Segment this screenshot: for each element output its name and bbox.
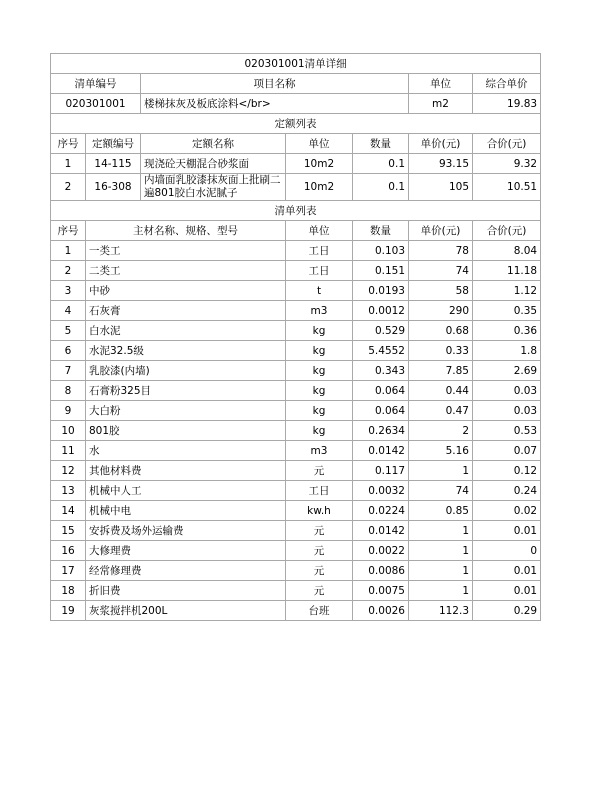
material-qty: 0.0086 [353,561,409,581]
material-total: 0.03 [473,401,541,421]
material-qty: 0.103 [353,241,409,261]
quota-total: 10.51 [473,174,541,201]
material-row [51,281,541,301]
material-price-header: 单价(元) [409,221,473,241]
material-unit: kg [286,401,353,421]
material-price: 74 [409,481,473,501]
material-unit: 台班 [286,601,353,621]
material-unit-header: 单位 [286,221,353,241]
material-qty: 0.117 [353,461,409,481]
material-unit: 工日 [286,261,353,281]
material-unit: 元 [286,521,353,541]
material-price: 58 [409,281,473,301]
material-name: 乳胶漆(内墙) [86,361,286,381]
material-row [51,581,541,601]
material-total: 0.07 [473,441,541,461]
material-price: 1 [409,461,473,481]
quota-section-title: 定额列表 [51,114,541,134]
list-name-header: 项目名称 [141,74,409,94]
material-price: 0.68 [409,321,473,341]
material-price: 290 [409,301,473,321]
list-unit: m2 [409,94,473,114]
material-row [51,501,541,521]
material-seq: 19 [51,601,86,621]
quota-price: 93.15 [409,154,473,174]
quota-name: 内墙面乳胶漆抹灰面上批刷二遍801胶白水泥腻子 [141,174,286,201]
material-row [51,601,541,621]
material-name: 水泥32.5级 [86,341,286,361]
quota-qty-header: 数量 [353,134,409,154]
material-unit: m3 [286,301,353,321]
material-qty: 0.0142 [353,441,409,461]
material-price: 112.3 [409,601,473,621]
material-row [51,521,541,541]
material-seq: 14 [51,501,86,521]
quota-price: 105 [409,174,473,201]
quota-unit: 10m2 [286,154,353,174]
material-total: 0.36 [473,321,541,341]
material-seq: 3 [51,281,86,301]
material-price: 7.85 [409,361,473,381]
material-total: 0.01 [473,561,541,581]
material-row [51,301,541,321]
material-seq: 5 [51,321,86,341]
material-name: 大白粉 [86,401,286,421]
material-seq: 12 [51,461,86,481]
material-header-row [51,221,541,241]
material-unit: m3 [286,441,353,461]
material-total: 0.53 [473,421,541,441]
material-seq: 7 [51,361,86,381]
list-header-row [51,74,541,94]
material-row [51,461,541,481]
material-name: 安拆费及场外运输费 [86,521,286,541]
material-qty: 0.0026 [353,601,409,621]
material-qty: 0.0142 [353,521,409,541]
material-qty: 0.343 [353,361,409,381]
quota-seq-header: 序号 [51,134,86,154]
material-seq: 2 [51,261,86,281]
quota-code: 14-115 [86,154,141,174]
material-price: 1 [409,581,473,601]
material-unit: 元 [286,461,353,481]
material-seq: 10 [51,421,86,441]
material-total: 0.29 [473,601,541,621]
material-qty: 0.151 [353,261,409,281]
material-total: 0.35 [473,301,541,321]
material-row [51,441,541,461]
material-name: 一类工 [86,241,286,261]
list-name: 楼梯抹灰及板底涂料</br> [141,94,409,114]
material-total: 0 [473,541,541,561]
list-unit-header: 单位 [409,74,473,94]
bill-detail-table [50,53,541,621]
quota-unit: 10m2 [286,174,353,201]
quota-row [51,174,541,201]
material-unit: 工日 [286,481,353,501]
material-seq: 6 [51,341,86,361]
material-price: 2 [409,421,473,441]
material-name: 其他材料费 [86,461,286,481]
quota-seq: 2 [51,174,86,201]
material-qty: 0.2634 [353,421,409,441]
quota-name: 现浇砼天棚混合砂浆面 [141,154,286,174]
material-seq: 18 [51,581,86,601]
material-unit: t [286,281,353,301]
quota-unit-header: 单位 [286,134,353,154]
quota-code: 16-308 [86,174,141,201]
quota-price-header: 单价(元) [409,134,473,154]
material-row [51,401,541,421]
quota-qty: 0.1 [353,174,409,201]
material-qty: 0.064 [353,381,409,401]
list-price-header: 综合单价 [473,74,541,94]
material-name: 中砂 [86,281,286,301]
material-row [51,321,541,341]
material-unit: 元 [286,541,353,561]
material-total: 2.69 [473,361,541,381]
material-unit: 元 [286,561,353,581]
quota-header-row [51,134,541,154]
material-row [51,241,541,261]
material-price: 1 [409,521,473,541]
material-unit: kg [286,381,353,401]
material-name: 折旧费 [86,581,286,601]
material-total: 0.03 [473,381,541,401]
material-total-header: 合价(元) [473,221,541,241]
material-price: 74 [409,261,473,281]
list-code: 020301001 [51,94,141,114]
material-price: 78 [409,241,473,261]
material-unit: 工日 [286,241,353,261]
material-row [51,261,541,281]
material-name: 白水泥 [86,321,286,341]
material-row [51,561,541,581]
material-seq: 9 [51,401,86,421]
list-price: 19.83 [473,94,541,114]
material-section-title: 清单列表 [51,201,541,221]
material-total: 0.02 [473,501,541,521]
material-price: 0.44 [409,381,473,401]
material-total: 0.01 [473,581,541,601]
material-name: 石灰膏 [86,301,286,321]
quota-section-row [51,114,541,134]
material-qty: 0.0193 [353,281,409,301]
material-price: 0.85 [409,501,473,521]
material-row [51,541,541,561]
material-qty: 5.4552 [353,341,409,361]
quota-row [51,154,541,174]
material-total: 0.12 [473,461,541,481]
material-seq: 17 [51,561,86,581]
material-unit: kw.h [286,501,353,521]
material-seq: 16 [51,541,86,561]
material-seq-header: 序号 [51,221,86,241]
material-unit: kg [286,361,353,381]
material-unit: 元 [286,581,353,601]
material-name: 灰浆搅拌机200L [86,601,286,621]
material-name: 石膏粉325目 [86,381,286,401]
material-seq: 4 [51,301,86,321]
material-qty: 0.0022 [353,541,409,561]
list-code-header: 清单编号 [51,74,141,94]
material-qty: 0.529 [353,321,409,341]
material-qty: 0.0012 [353,301,409,321]
material-row [51,341,541,361]
material-qty: 0.0075 [353,581,409,601]
material-seq: 13 [51,481,86,501]
material-seq: 8 [51,381,86,401]
material-qty: 0.0032 [353,481,409,501]
material-total: 0.24 [473,481,541,501]
material-name: 机械中电 [86,501,286,521]
quota-name-header: 定额名称 [141,134,286,154]
material-unit: kg [286,321,353,341]
material-row [51,381,541,401]
title-row [51,54,541,74]
quota-seq: 1 [51,154,86,174]
material-name: 二类工 [86,261,286,281]
material-qty-header: 数量 [353,221,409,241]
material-price: 5.16 [409,441,473,461]
sheet-title: 020301001清单详细 [51,54,541,74]
material-unit: kg [286,421,353,441]
quota-total-header: 合价(元) [473,134,541,154]
material-section-row [51,201,541,221]
material-row [51,421,541,441]
material-seq: 15 [51,521,86,541]
material-price: 0.47 [409,401,473,421]
material-seq: 11 [51,441,86,461]
quota-code-header: 定额编号 [86,134,141,154]
list-item-row [51,94,541,114]
material-name: 水 [86,441,286,461]
material-row [51,481,541,501]
material-row [51,361,541,381]
material-price: 1 [409,541,473,561]
material-name: 801胶 [86,421,286,441]
material-name: 大修理费 [86,541,286,561]
material-total: 8.04 [473,241,541,261]
material-price: 0.33 [409,341,473,361]
material-total: 1.12 [473,281,541,301]
material-qty: 0.064 [353,401,409,421]
material-name-header: 主材名称、规格、型号 [86,221,286,241]
quota-qty: 0.1 [353,154,409,174]
material-name: 机械中人工 [86,481,286,501]
material-qty: 0.0224 [353,501,409,521]
material-seq: 1 [51,241,86,261]
material-total: 11.18 [473,261,541,281]
quota-total: 9.32 [473,154,541,174]
material-total: 0.01 [473,521,541,541]
material-name: 经常修理费 [86,561,286,581]
material-unit: kg [286,341,353,361]
material-price: 1 [409,561,473,581]
material-total: 1.8 [473,341,541,361]
